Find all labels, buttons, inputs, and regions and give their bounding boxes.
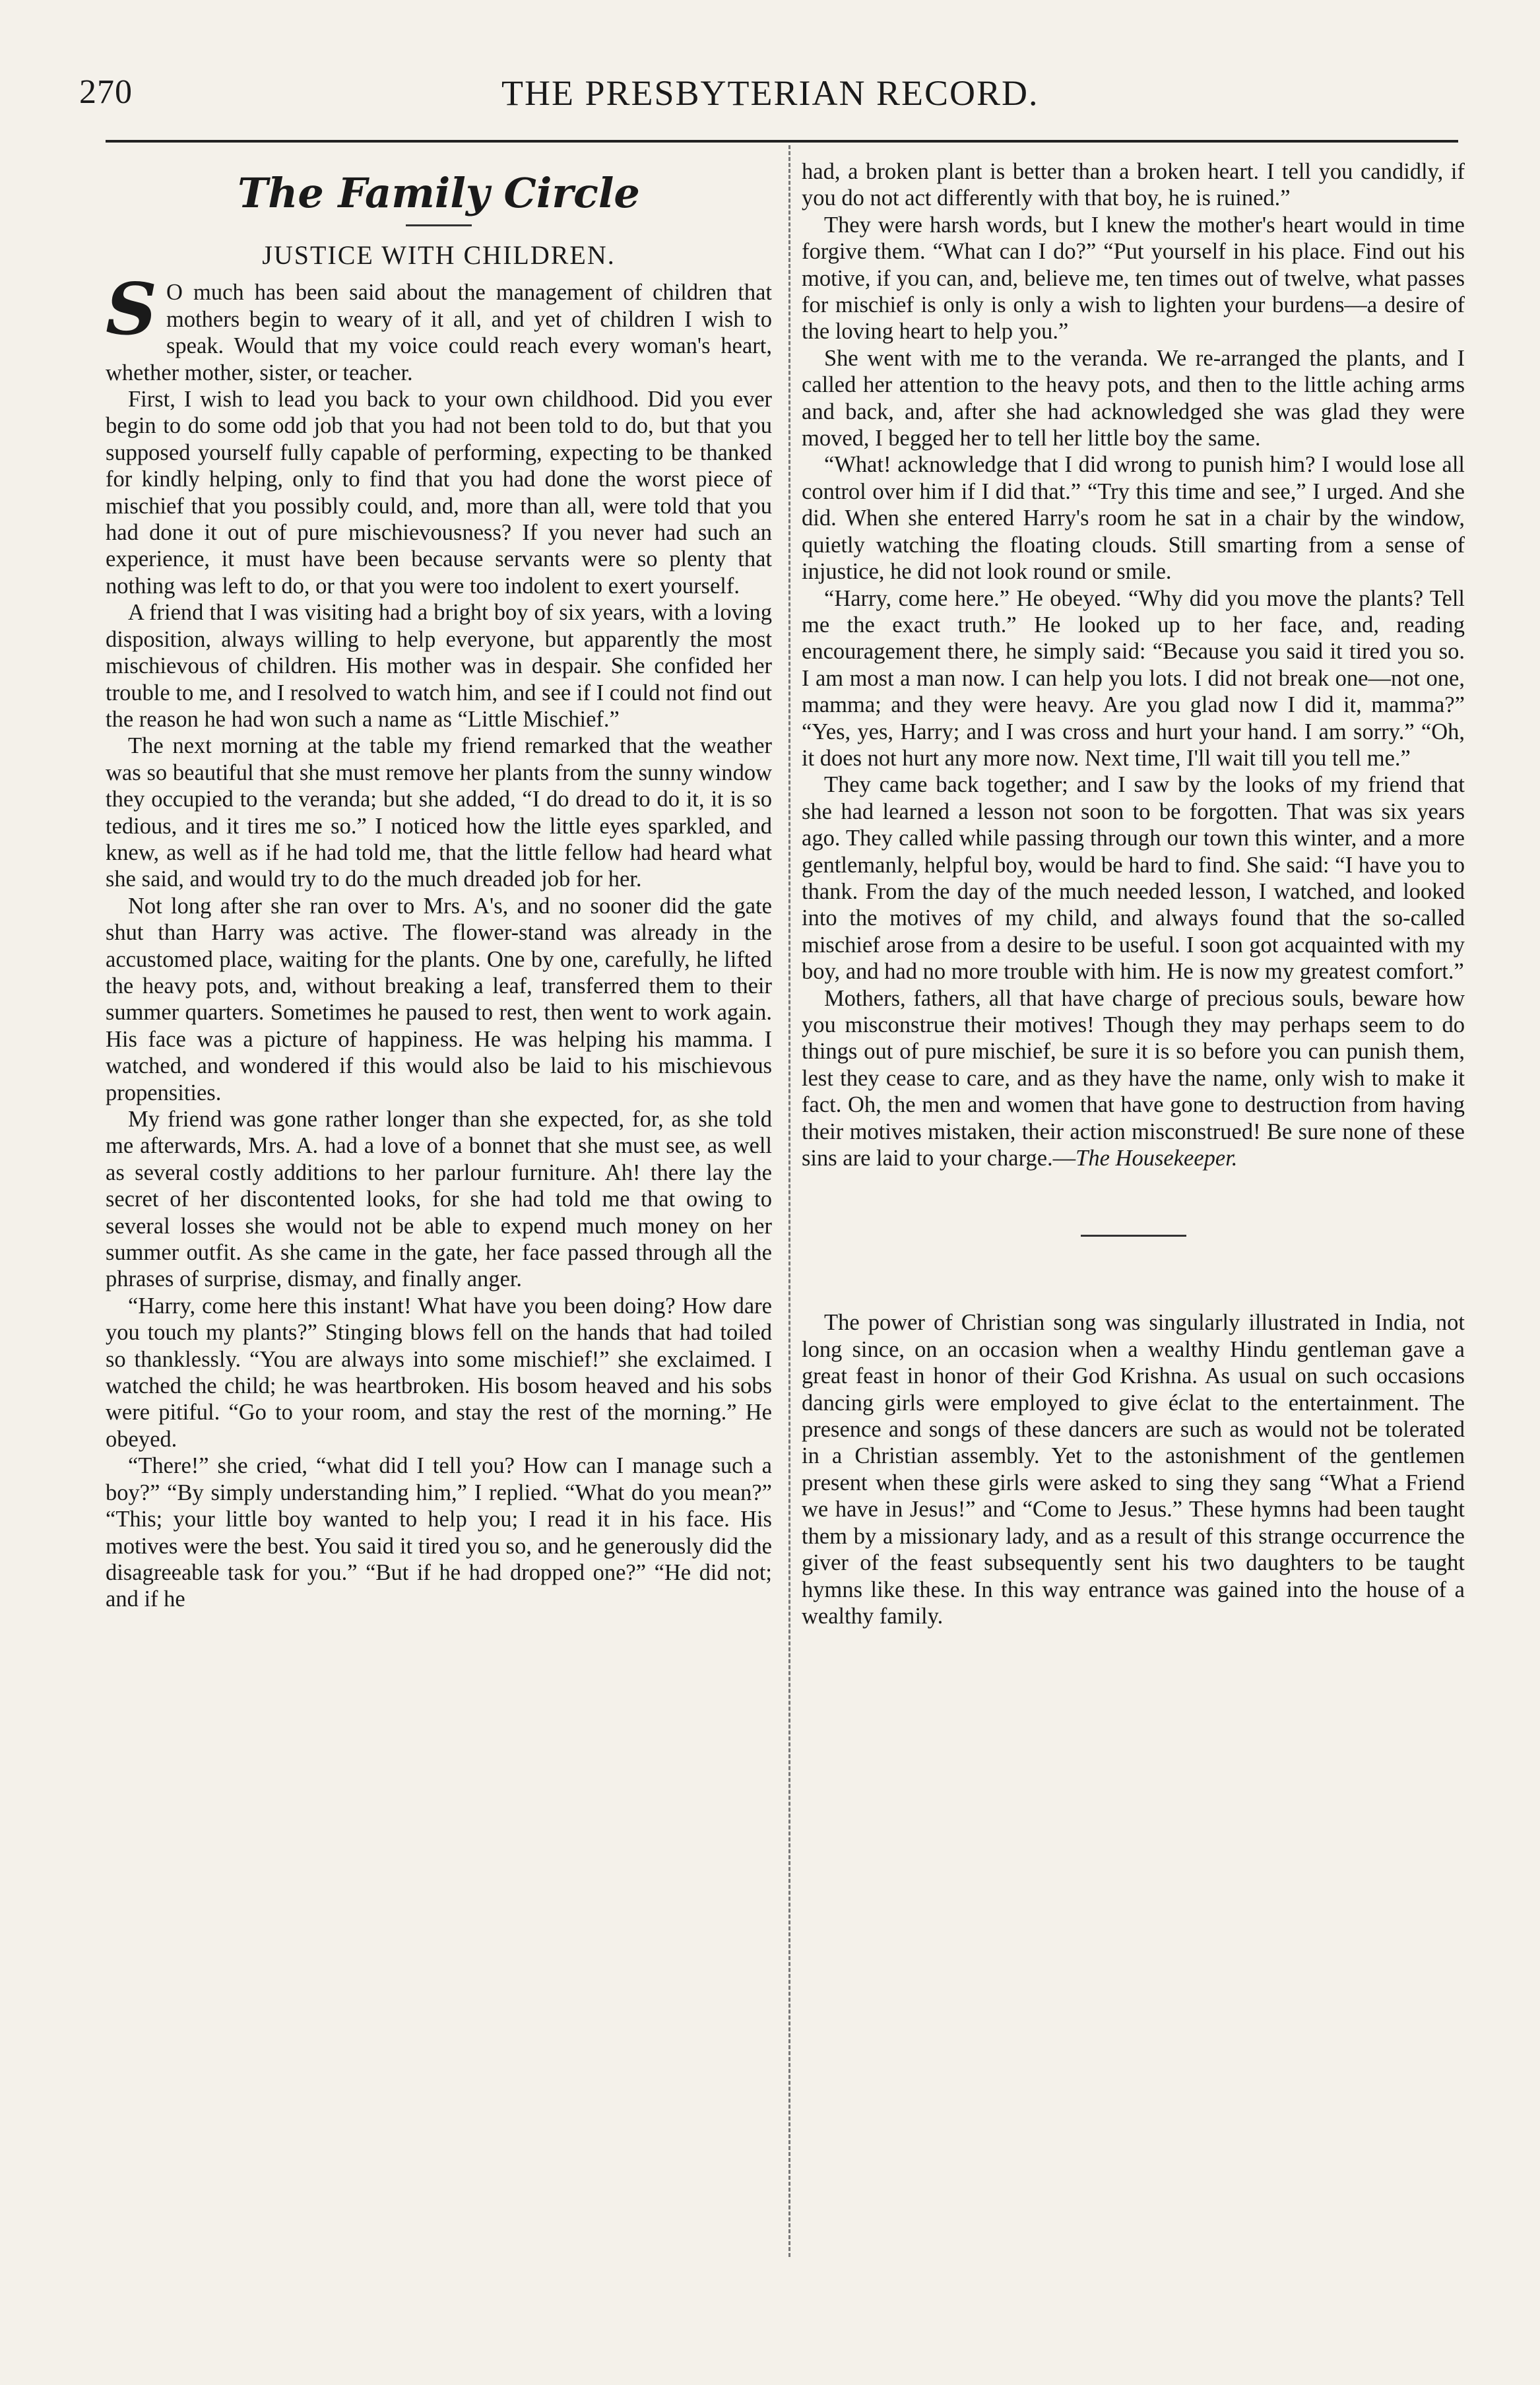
note-paragraph: The power of Christian song was singularly illustrated in India, not long since, on an occasion when a wealthy Hindu gentleman gave a great feast in honor of their God Krishna. As usual on such occasions dancing girls were employed to give éclat to the entertainment. The presence and songs of these dancers are such as would not be tolerated in a Christian assembly. Yet to the astonishment of the gentlemen present when these girls were asked to sing they sang “What a Friend we have in Jesus!” and “Come to Jesus.” These hymns had been taught them by a missionary lady, and as a result of this strange occurrence the giver of the feast subsequently sent his two daughters to be taught hymns like these. In this way entrance was gained into the house of a wealthy family. bbox=[802, 1310, 1465, 1629]
paragraph: “Harry, come here this instant! What have you been doing? How dare you touch my plants?” Stinging blows fell on the hands that had toiled so thanklessly. “You are always into some mischief!” she exclaimed. I watched the child; he was heartbroken. His bosom heaved and his sobs were pitiful. “Go to your room, and stay the rest of the morning.” He obeyed. bbox=[106, 1293, 772, 1452]
right-column bbox=[802, 158, 1465, 1629]
source-credit: The Housekeeper. bbox=[1075, 1146, 1238, 1171]
paragraph bbox=[802, 985, 1465, 1172]
paragraph bbox=[106, 268, 772, 386]
paragraph: The next morning at the table my friend remarked that the weather was so beautiful that she must remove her plants from the sunny window they occupied to the veranda; but she added, “I do dread to do it, it is so tedious, and it tires me so.” I noticed how the little eyes sparkled, and knew, as well as if he had told me, that the little fellow had heard what she said, and would try to do the much dreaded job for her. bbox=[106, 733, 772, 892]
section-heading: The Family Circle bbox=[238, 169, 640, 217]
article-title: JUSTICE WITH CHILDREN. bbox=[262, 240, 616, 270]
paragraph: Not long after she ran over to Mrs. A's, and no sooner did the gate shut than Harry was active. The flower-stand was already in the accustomed place, waiting for the plants. One by one, carefully, he lifted the heavy pots, and, without breaking a leaf, transferred them to their summer quarters. Sometimes he paused to rest, then went to work again. His face was a picture of happiness. He was helping his mamma. I watched, and wondered if this would also be laid to his mischievous propensities. bbox=[106, 893, 772, 1105]
column-divider bbox=[788, 145, 790, 2257]
paragraph: A friend that I was visiting had a bright boy of six years, with a loving disposition, always willing to help everyone, but apparently the most mischievous of children. His mother was in despair. She confided her trouble to me, and I resolved to watch him, and see if I could not find out the reason he had won such a name as “Little Mischief.” bbox=[106, 600, 772, 732]
paragraph: She went with me to the veranda. We re-arranged the plants, and I called her attention to the heavy pots, and then to the little aching arms and back, and, after she had acknowledged she was glad they were moved, I begged her to tell her little boy the same. bbox=[802, 345, 1465, 451]
separator-rule bbox=[1081, 1235, 1186, 1237]
paragraph: “There!” she cried, “what did I tell you? How can I manage such a boy?” “By simply understanding him,” I replied. “What do you mean?” “This; your little boy wanted to help you; I read it in his face. His motives were the best. You said it tired you so, and he generously did the disagreeable task for you.” “But if he had dropped one?” “He did not; and if he bbox=[106, 1453, 772, 1612]
paragraph-continued: had, a broken plant is better than a broken heart. I tell you candidly, if you do not act differently with that boy, he is ruined.” bbox=[802, 159, 1465, 211]
paragraph: First, I wish to lead you back to your own childhood. Did you ever begin to do some odd job that you had not been told to do, but that you supposed yourself fully capable of performing, expecting to be thanked for kindly helping, only to find that you had done the worst piece of mischief that you possibly could, and, more than all, were told that you had done it out of pure mischievousness? If you never had such an experience, it must have been because servants were so plenty that nothing was left to do, or that you were too indolent to exert yourself. bbox=[106, 387, 772, 599]
paragraph: My friend was gone rather longer than she expected, for, as she told me afterwards, Mrs. A. had a love of a bonnet that she must see, as well as several costly additions to her parlour furniture. Ah! there lay the secret of her discontented looks, for she had told me that owing to several losses she would not be able to expend much money on her summer outfit. As she came in the gate, her face passed through all the phrases of surprise, dismay, and finally anger. bbox=[106, 1107, 772, 1292]
paragraph: They came back together; and I saw by the looks of my friend that she had learned a lesson not soon to be forgotten. That was six years ago. They called while passing through our town this winter, and a more gentlemanly, helpful boy, would be hard to find. She said: “I have you to thank. From the day of the much needed lesson, I watched, and looked into the motives of my child, and always found that the so-called mischief arose from a desire to be useful. I soon got acquainted with my boy, and had no more trouble with him. He is now my greatest comfort.” bbox=[802, 772, 1465, 985]
drop-cap: S bbox=[106, 268, 157, 352]
left-column bbox=[106, 158, 772, 1613]
paragraph-text: Mothers, fathers, all that have charge of precious souls, beware how you misconstrue their motives! Though they may perhaps seem to do things out of pure mischief, be sure it is so before you can punish them, lest they cease to care, and as they have the name, only wish to make it fact. Oh, the men and women that have gone to destruction from having their motives mistaken, their action misconstrued! Be sure none of these sins are laid to your charge.— bbox=[802, 985, 1465, 1171]
page-number: 270 bbox=[79, 73, 133, 111]
header-rule bbox=[106, 140, 1458, 143]
paragraph: They were harsh words, but I knew the mother's heart would in time forgive them. “What can I do?” “Put yourself in his place. Find out his motive, if you can, and, believe me, ten times out of twelve, what passes for mischief is only is only a wish to lighten your burdens—a desire of the loving heart to help you.” bbox=[802, 212, 1465, 344]
paragraph-text: O much has been said about the management of children that mothers begin to weary of it all, and yet of children I wish to speak. Would that my voice could reach every woman's heart, whether mother, sister, or teacher. bbox=[106, 280, 772, 385]
page-header bbox=[79, 73, 1465, 125]
running-title: THE PRESBYTERIAN RECORD. bbox=[501, 73, 1039, 113]
heading-rule bbox=[406, 224, 472, 226]
paragraph: “Harry, come here.” He obeyed. “Why did you move the plants? Tell me the exact truth.” He looked up to her face, and, reading encouragement there, he simply said: “Because you said it tired you so. I am most a man now. I can help you lots. I did not break one—not one, mamma; and they were heavy. Are you glad now I did it, mamma?” “Yes, yes, Harry; and I was cross and hurt your hand. I am sorry.” “Oh, it does not hurt any more now. Next time, I'll wait till you tell me.” bbox=[802, 585, 1465, 771]
paragraph: “What! acknowledge that I did wrong to punish him? I would lose all control over him if I did that.” “Try this time and see,” I urged. And she did. When she entered Harry's room he sat in a chair by the window, quietly watching the floating clouds. Still smarting from a sense of injustice, he did not look round or smile. bbox=[802, 452, 1465, 585]
